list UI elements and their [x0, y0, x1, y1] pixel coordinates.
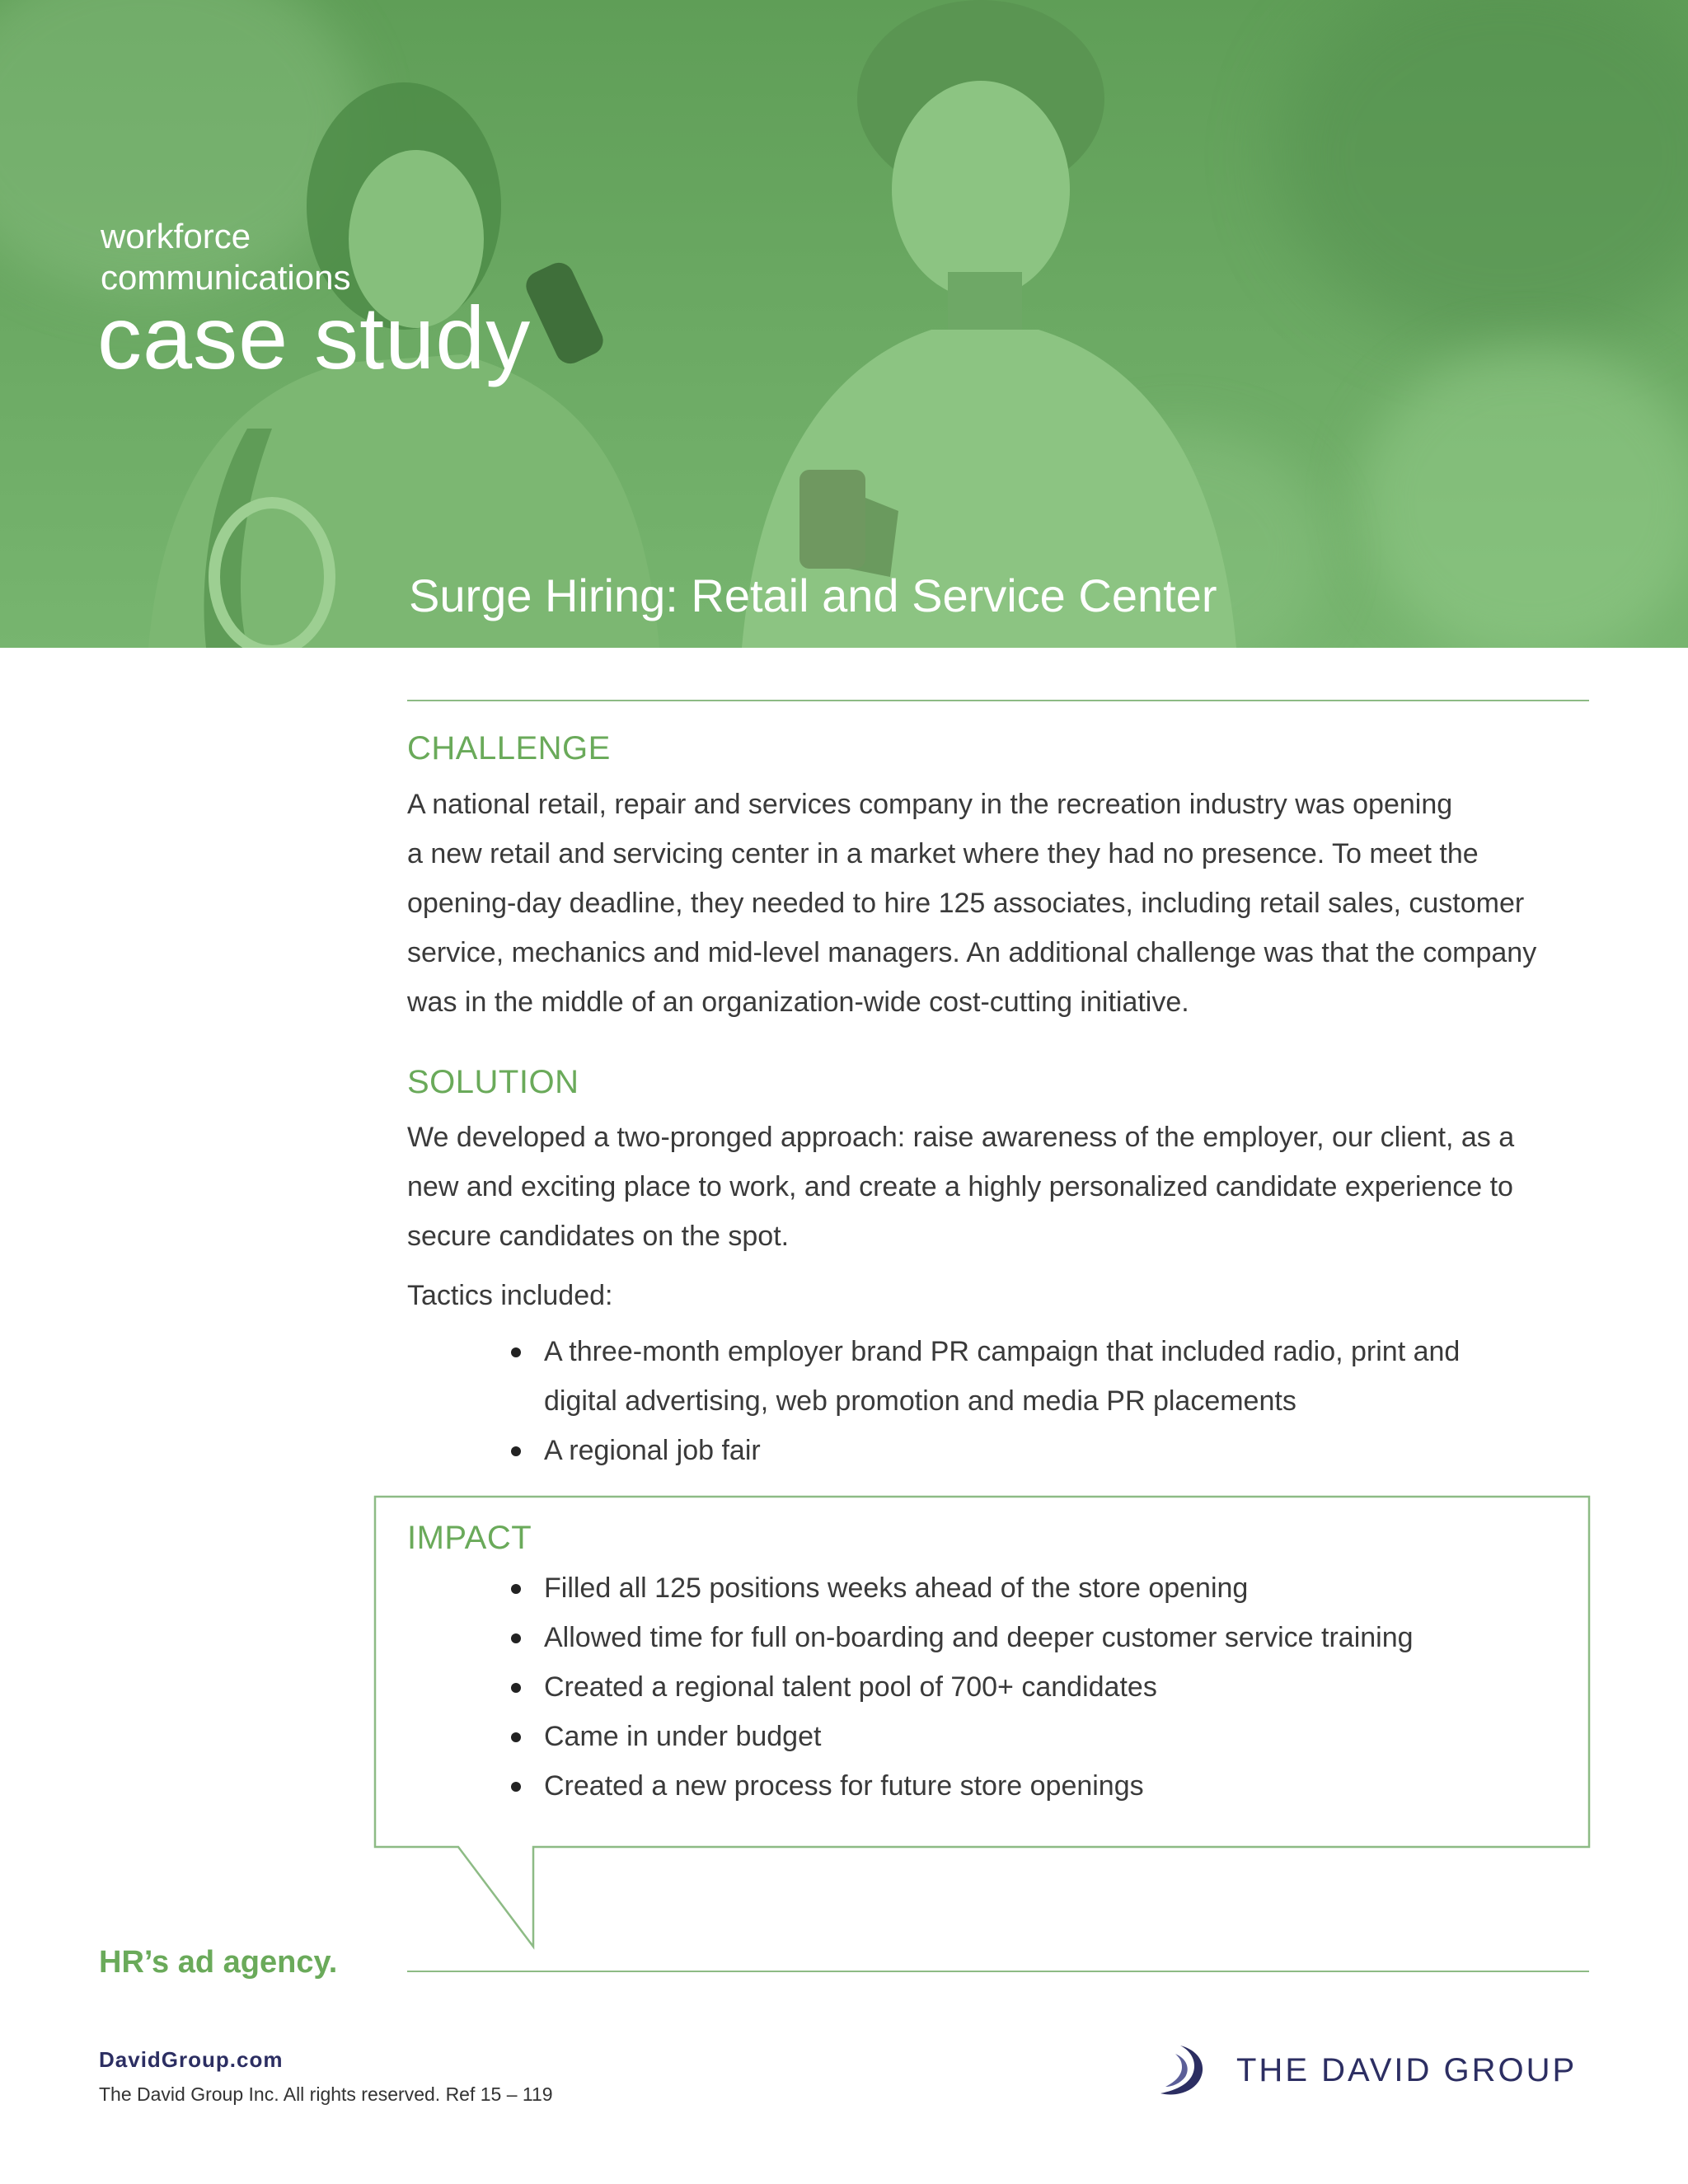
bullet-icon	[511, 1683, 521, 1693]
list-item	[544, 1712, 1414, 1761]
tactics-list	[544, 1327, 1460, 1475]
solution-heading: SOLUTION	[407, 1064, 579, 1100]
hero-eyebrow	[101, 216, 350, 298]
impact-item: Created a new process for future store openings	[544, 1770, 1144, 1802]
tactic-line: digital advertising, web promotion and media PR placements	[544, 1385, 1296, 1417]
eyebrow-line-1: workforce	[101, 217, 251, 255]
challenge-line: was in the middle of an organization-wide cost-cutting initiative.	[407, 987, 1189, 1018]
solution-line: secure candidates on the spot.	[407, 1221, 790, 1252]
solution-line: We developed a two-pronged approach: raise awareness of the employer, our client, as a	[407, 1122, 1515, 1153]
bullet-icon	[511, 1732, 521, 1742]
copyright-notice: The David Group Inc. All rights reserved. Ref 15 – 119	[99, 2083, 553, 2105]
tagline: HR’s ad agency.	[99, 1945, 338, 1980]
impact-item: Filled all 125 positions weeks ahead of the store opening	[544, 1572, 1249, 1604]
solution-paragraph	[407, 1113, 1594, 1261]
challenge-line: opening-day deadline, they needed to hire 125 associates, including retail sales, customer	[407, 888, 1525, 919]
impact-item: Allowed time for full on-boarding and deeper customer service training	[544, 1622, 1414, 1653]
impact-list	[544, 1563, 1414, 1811]
impact-heading: IMPACT	[407, 1520, 532, 1556]
list-item	[544, 1426, 1460, 1475]
challenge-heading: CHALLENGE	[407, 730, 611, 766]
challenge-paragraph	[407, 780, 1594, 1027]
tactics-intro-text: Tactics included:	[407, 1280, 613, 1311]
company-logo	[1157, 2042, 1591, 2100]
impact-item: Created a regional talent pool of 700+ candidates	[544, 1671, 1157, 1703]
hero-subtitle: Surge Hiring: Retail and Service Center	[409, 569, 1217, 621]
bullet-icon	[511, 1782, 521, 1792]
section-divider-bottom	[407, 1971, 1589, 1972]
bullet-icon	[511, 1633, 521, 1643]
bullet-icon	[511, 1584, 521, 1594]
solution-line: new and exciting place to work, and create a highly personalized candidate experience to	[407, 1171, 1513, 1202]
tactic-line: A three-month employer brand PR campaign that included radio, print and	[544, 1336, 1461, 1367]
tactic-line: A regional job fair	[544, 1435, 761, 1466]
challenge-line: service, mechanics and mid-level managers. An additional challenge was that the company	[407, 937, 1537, 968]
hero-title: case study	[97, 288, 532, 387]
website-link[interactable]: DavidGroup.com	[99, 2047, 284, 2072]
bullet-icon	[511, 1446, 521, 1456]
bullet-icon	[511, 1347, 521, 1357]
impact-item: Came in under budget	[544, 1721, 822, 1752]
hero-banner	[0, 0, 1688, 648]
list-item	[544, 1662, 1414, 1712]
list-item	[544, 1761, 1414, 1811]
tactics-intro	[407, 1271, 1594, 1320]
challenge-line: a new retail and servicing center in a market where they had no presence. To meet the	[407, 838, 1479, 869]
challenge-line: A national retail, repair and services company in the recreation industry was opening	[407, 789, 1453, 820]
eyebrow-line-2: communications	[101, 258, 351, 297]
list-item	[544, 1613, 1414, 1662]
list-item	[544, 1563, 1414, 1613]
logo-wordmark: THE DAVID GROUP	[1236, 2052, 1578, 2088]
section-divider-top	[407, 700, 1589, 701]
swoosh-logo-icon	[1157, 2042, 1223, 2100]
list-item	[544, 1327, 1460, 1426]
